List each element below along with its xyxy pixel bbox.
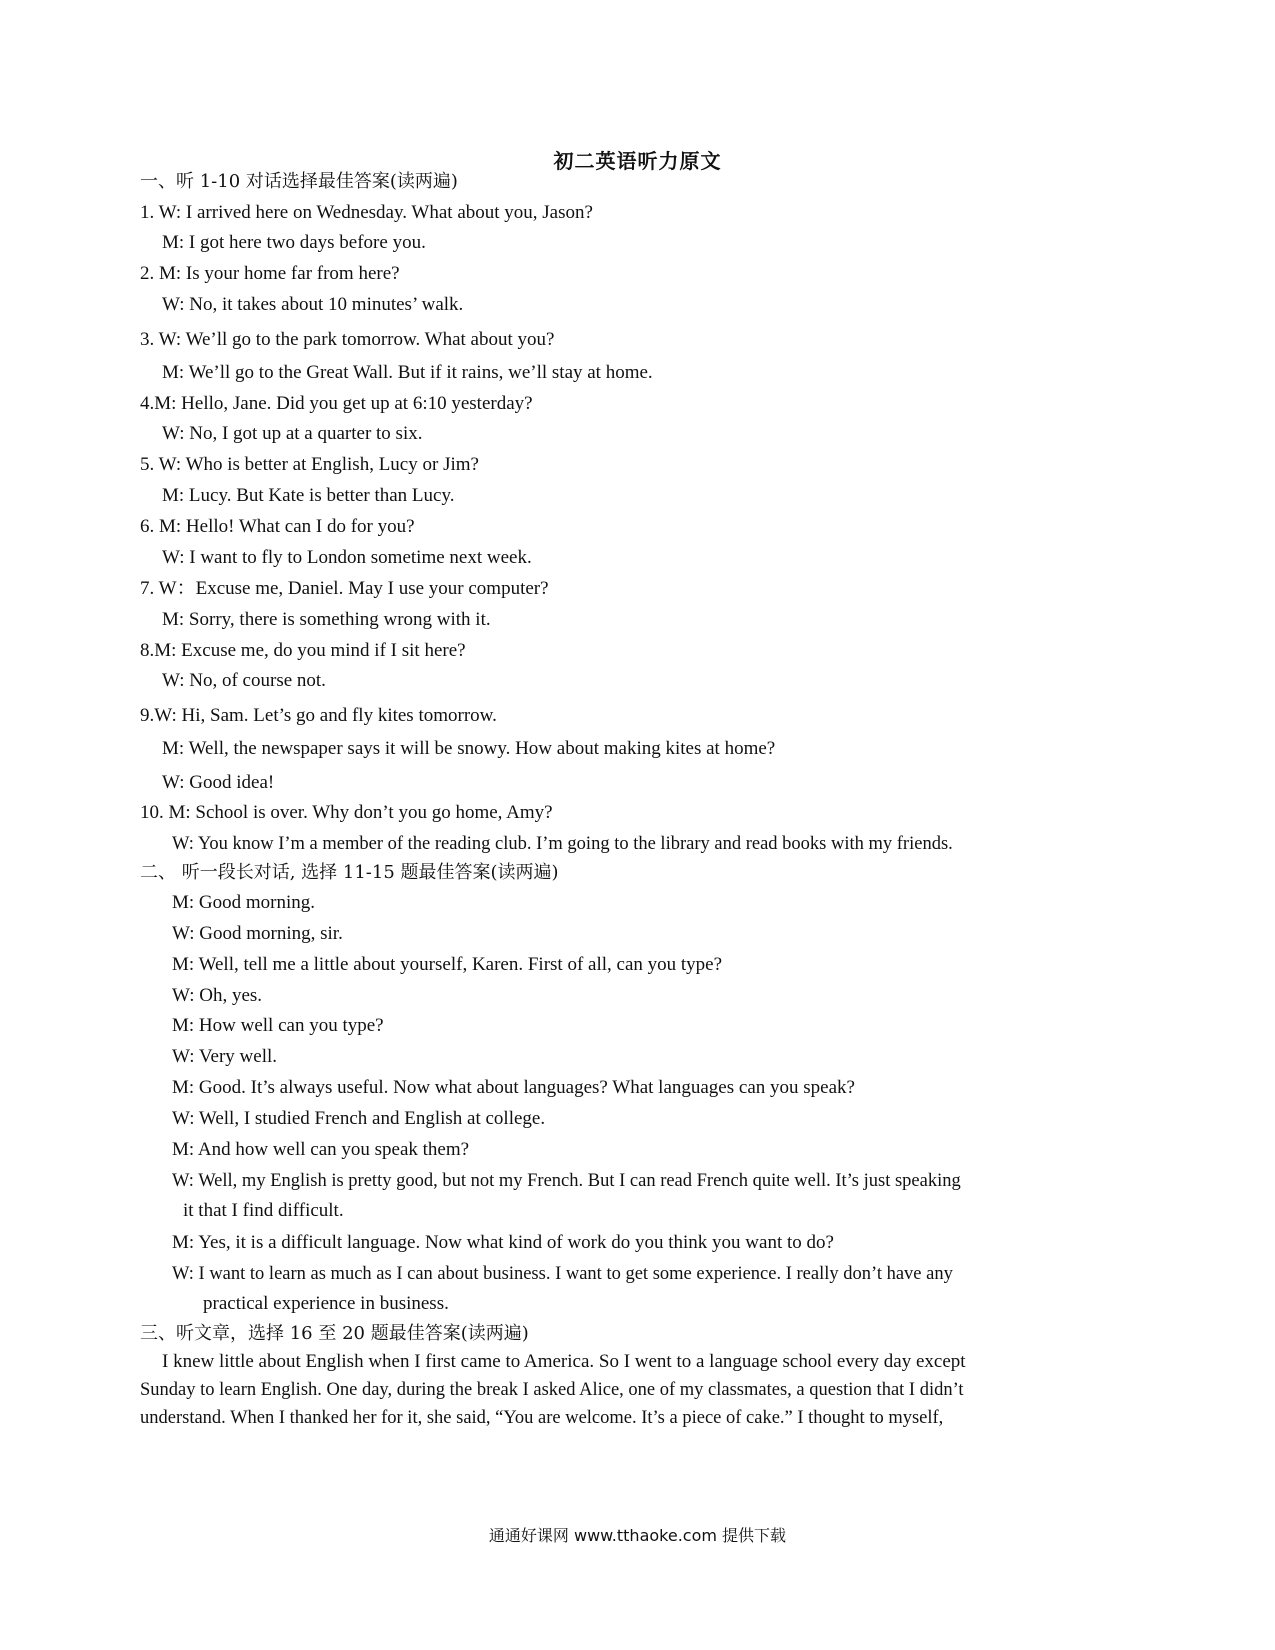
passage-line: understand. When I thanked her for it, she said, “You are welcome. It’s a piece of cake.” I thought to myself, bbox=[140, 1408, 944, 1428]
dialogue-line: it that I find difficult. bbox=[183, 1200, 344, 1221]
dialogue-line: M: I got here two days before you. bbox=[162, 232, 426, 253]
dialogue-line: M: Lucy. But Kate is better than Lucy. bbox=[162, 485, 455, 506]
dialogue-line: 5. W: Who is better at English, Lucy or Jim? bbox=[140, 454, 479, 475]
dialogue-line: W: I want to learn as much as I can about business. I want to get some experience. I really don’t have any bbox=[172, 1264, 953, 1284]
dialogue-line: W: No, I got up at a quarter to six. bbox=[162, 423, 423, 444]
passage-line: Sunday to learn English. One day, during the break I asked Alice, one of my classmates, a question that I didn’t bbox=[140, 1380, 964, 1400]
dialogue-line: 9.W: Hi, Sam. Let’s go and fly kites tomorrow. bbox=[140, 705, 497, 726]
dialogue-line: W: Oh, yes. bbox=[172, 985, 263, 1006]
dialogue-line: 4.M: Hello, Jane. Did you get up at 6:10 yesterday? bbox=[140, 393, 533, 414]
section-heading-2: 二、 听一段长对话, 选择 11-15 题最佳答案(读两遍) bbox=[140, 862, 559, 883]
dialogue-line: M: Well, tell me a little about yourself, Karen. First of all, can you type? bbox=[172, 954, 723, 975]
page-title: 初二英语听力原文 bbox=[553, 149, 722, 173]
dialogue-line: M: We’ll go to the Great Wall. But if it rains, we’ll stay at home. bbox=[162, 362, 653, 383]
page-footer: 通通好课网 www.tthaoke.com 提供下载 bbox=[488, 1526, 787, 1545]
dialogue-line: 6. M: Hello! What can I do for you? bbox=[140, 516, 415, 537]
dialogue-line: M: Yes, it is a difficult language. Now what kind of work do you think you want to do? bbox=[172, 1232, 834, 1253]
dialogue-line: 7. W：Excuse me, Daniel. May I use your computer? bbox=[140, 578, 549, 599]
dialogue-line: W: Well, my English is pretty good, but not my French. But I can read French quite well. It’s just speaking bbox=[172, 1171, 961, 1191]
dialogue-line: 10. M: School is over. Why don’t you go home, Amy? bbox=[140, 802, 553, 823]
passage-line: I knew little about English when I first came to America. So I went to a language school every day except bbox=[162, 1351, 966, 1372]
dialogue-line: W: You know I’m a member of the reading club. I’m going to the library and read books with my friends. bbox=[172, 834, 953, 854]
dialogue-line: M: Good morning. bbox=[172, 892, 316, 913]
dialogue-line: M: How well can you type? bbox=[172, 1015, 384, 1036]
dialogue-line: W: I want to fly to London sometime next week. bbox=[162, 547, 532, 568]
dialogue-line: W: No, of course not. bbox=[162, 670, 326, 691]
dialogue-line: 8.M: Excuse me, do you mind if I sit here? bbox=[140, 640, 466, 661]
dialogue-line: 1. W: I arrived here on Wednesday. What about you, Jason? bbox=[140, 202, 593, 223]
dialogue-line: W: Good morning, sir. bbox=[172, 923, 343, 944]
dialogue-line: 2. M: Is your home far from here? bbox=[140, 263, 400, 284]
dialogue-line: W: Well, I studied French and English at college. bbox=[172, 1108, 546, 1129]
dialogue-line: M: Well, the newspaper says it will be snowy. How about making kites at home? bbox=[162, 738, 776, 759]
section-heading-1: 一、听 1-10 对话选择最佳答案(读两遍) bbox=[140, 171, 458, 192]
dialogue-line: W: Good idea! bbox=[162, 772, 275, 793]
dialogue-line: 3. W: We’ll go to the park tomorrow. What about you? bbox=[140, 329, 555, 350]
dialogue-line: M: Good. It’s always useful. Now what about languages? What languages can you speak? bbox=[172, 1077, 855, 1098]
dialogue-line: W: Very well. bbox=[172, 1046, 278, 1067]
dialogue-line: practical experience in business. bbox=[203, 1293, 449, 1314]
dialogue-line: W: No, it takes about 10 minutes’ walk. bbox=[162, 294, 464, 315]
dialogue-line: M: And how well can you speak them? bbox=[172, 1139, 470, 1160]
dialogue-line: M: Sorry, there is something wrong with it. bbox=[162, 609, 491, 630]
section-heading-3: 三、听文章，选择 16 至 20 题最佳答案(读两遍) bbox=[140, 1323, 529, 1344]
